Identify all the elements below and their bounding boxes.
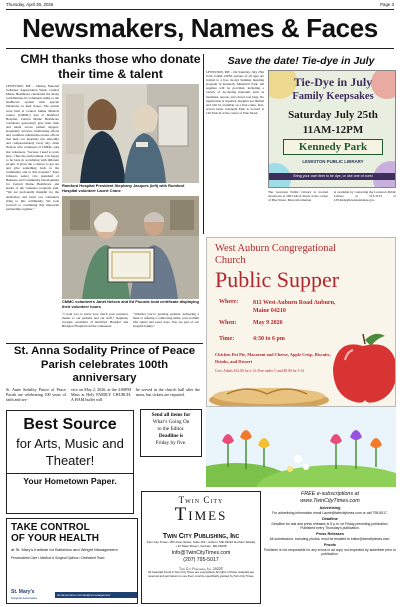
stmarys-logo-sub: Surgical Associates — [11, 596, 38, 600]
tct-logo-top: Twin City — [178, 495, 224, 505]
health-url[interactable]: stmarysmaine.com/weight-management — [55, 592, 137, 598]
tiedye-body-col1: LEWISTON, ME – On Saturday, July 25th from 11AM–12PM, patrons of all ages are invited to a free tie-dye Summer Reading program in Kennedy Memorial Park. All supplies will be provided, including a variety of tie-dyeing materials such as bandanas, aprons, and canvas tote bags. No registration is required. Supplies are limited and will be available on a first-come, first-served basis. Kennedy Park is located at 120 Park St at the corner of Pine Street. — [206, 70, 264, 115]
subscription-info — [264, 491, 396, 604]
poster-date: Saturday July 25th — [288, 109, 378, 121]
tiedye-body-col3: is available by contacting the Lewiston Public Library at 513-3133 or LPLKids@lewistonmaine.gov. — [334, 190, 396, 203]
anna-top-rule — [6, 343, 203, 344]
tiedye-headline: Save the date! Tie-dye in July — [227, 55, 375, 67]
poster-subtitle: Family Keepsakes — [292, 91, 374, 102]
tct-phone: (207) 795-5017 — [183, 557, 219, 563]
issue-date: Thursday, April 30, 2026 — [6, 2, 54, 7]
cmh-body-col1: LEWISTON, ME – During National Volunteer Appreciation Week, Central Maine Healthcare celebrated the many contributions its volunteers make to the healthcare system with special luncheons in their honor. The events were held at Central Maine Medical Center (CMMC) and at Rumford Hospital. Central Maine Healthcare volunteers generously give their time and talent across patient support, hospitality services, fundraising efforts and countless behind-the-scenes efforts that help our hospitals run smoothly and compassionately every day. Janet Nelson, who volunteers at CMMC, said she volunteers, “because I used to work here. I like the environment. I’m happy to be back in socializing with different people. It gives me a chance to get out and give something back to the community and to this hospital.” Kara Johnson, senior vice president of Business and Community Development for Central Maine Healthcare and leader of the volunteer program, said, “We are profoundly thankful for the dedication and heart our volunteers bring to this community. We look forward to continuing this important partnership together.” — [6, 84, 59, 211]
press-text: All submissions, including photos, must be emailed to editor@twincitytimes.com. — [269, 537, 391, 541]
anna-body-col3: be served in the church hall after the mass, but tickets are required. — [136, 387, 200, 397]
apple-illustration — [327, 330, 396, 407]
cmh-body-col2: “I want you to know how much your presence means to our patients and our staff,” Stephany Jacques, president of Rumford Hospital and Bridgton Hospital told the volunteers. — [62, 312, 128, 329]
public-supper-ad — [206, 237, 396, 407]
send-line3: to the Editor. — [157, 426, 185, 432]
masthead-rule — [6, 48, 394, 49]
supper-menu: Chicken Pot Pie, Macaroni and Cheese, Apple Crisp, Biscuits, Drinks, and Dessert — [215, 352, 331, 364]
cmmc-caption: CMMC volunteers Janet Nelson and Ed Plourde hold certificate displaying their volunteer hours — [62, 299, 199, 309]
anna-body-col2: vice on May 2, 2026, at the 4:00PM Mass at Holy FAMILY CHURCH. A HAM buffet will — [71, 387, 131, 402]
stmarys-logo: St. Mary’s — [11, 589, 35, 595]
poster-library: LEWISTON PUBLIC LIBRARY — [302, 159, 364, 164]
deadline-title: Deadline — [322, 517, 338, 521]
health-line4: Personalized Care • Medical & Surgical Options • Dedicated Team — [11, 556, 105, 560]
supper-church: West Auburn Congregational Church — [215, 243, 336, 266]
tct-rights: All materials found in Twin City Times are copyrighted. All rights of those materials are reserved and permission to use them must be specifically granted by Twin City Times. — [147, 570, 255, 578]
health-line1: TAKE CONTROL — [11, 522, 90, 533]
page-number: Page 3 — [380, 2, 394, 7]
sub-title: FREE e-subscriptions at — [300, 491, 360, 497]
health-ad — [6, 518, 138, 604]
poster-title: Tie-Dye in July — [293, 75, 373, 89]
supper-time-label: Time: — [219, 336, 235, 342]
supper-title: Public Supper — [215, 267, 340, 292]
column-divider — [203, 54, 204, 234]
send-line2: What’s Going On — [152, 419, 190, 425]
tct-address: Twin City Times • 88 Union Street, Suite 101 • Auburn, ME 04210 Gorham Weekly • 33 State Street • Gorham, ME 04038 — [146, 540, 256, 548]
supper-where: 811 West Auburn Road Auburn, Maine 04210 — [253, 300, 336, 314]
sub-url[interactable]: www.TwinCityTimes.com — [300, 497, 360, 504]
tiedye-poster — [268, 70, 396, 188]
masthead-title: Newsmakers, Names & Faces — [22, 13, 378, 43]
tct-copyright: Twin City Publishing, Inc. 2022© — [178, 567, 224, 571]
poster-note: Bring your own item to tie dye, or use one of ours! — [269, 173, 396, 180]
supper-time: 4:30 to 6 pm — [253, 336, 285, 342]
spring-tulips-art — [206, 407, 396, 487]
send-line1: Send all items for — [151, 412, 191, 418]
tct-publisher: Twin City Publishing, Inc — [162, 531, 240, 540]
pie-illustration — [207, 380, 332, 407]
anna-headline: St. Anna Sodality Prince of Peace Parish celebrates 100th anniversary — [13, 345, 196, 384]
poster-place: Kennedy Park — [283, 139, 383, 155]
anna-body-col1: St. Anne Sodality Prince of Peace Parish are celebrating 100 years of faith and ser- — [6, 387, 66, 402]
supper-where-label: Where: — [219, 299, 239, 305]
health-line3: at St. Mary’s Institute for Bariatrics and Weight Management — [11, 547, 118, 552]
cmmc-photo — [62, 196, 199, 299]
press-title: Press Releases — [316, 532, 344, 537]
supper-when: May 9 2026 — [253, 320, 283, 326]
cmh-headline: CMH thanks those who donate their time & talent — [20, 52, 201, 81]
rumford-photo — [62, 84, 199, 183]
tiedye-body-col2: The Lewiston Public Library is located downtown at 200 Lisbon Street at the corner of Pine Street. More information — [268, 190, 328, 203]
health-line2: OF YOUR HEALTH — [11, 533, 99, 544]
send-line5: Friday by five. — [155, 440, 187, 446]
send-items-box — [140, 409, 202, 457]
best-source-line3: Your Hometown Paper. — [7, 473, 133, 488]
cmh-body-col3: “Whether you’re greeting patients, delivering a meal or offering a comforting smile, your warmth lifts spirits and eases days. You are part of our hospital family.” — [133, 312, 199, 329]
best-source-ad — [6, 410, 134, 514]
deadline-text: Deadline for ads and press releases is 5 p.m. on Friday preceding publication. Published every Thursday’s publication. — [271, 521, 389, 530]
header-rule — [6, 9, 394, 10]
tct-logo-bottom: Times — [174, 504, 228, 525]
supper-when-label: When: — [219, 320, 237, 326]
best-source-line2: for Arts, Music and Theater! — [16, 436, 124, 468]
poster-time: 11AM-12PM — [302, 124, 364, 136]
proofs-title: Proofs — [323, 543, 337, 548]
best-source-line1: Best Source — [23, 416, 117, 433]
send-line4: Deadline is — [158, 433, 184, 439]
adv-title: Advertising — [319, 506, 341, 510]
adv-text: For advertising information email Laurie@twincitytimes.com or call 795-5017. — [272, 510, 388, 515]
proofs-text: Publisher is not responsible for any errors in ad copy not inspected by advertiser prior to publication. — [264, 548, 396, 557]
tct-email[interactable]: Info@TwinCityTimes.com — [171, 550, 231, 556]
rumford-caption: Rumford Hospital President Stephany Jacques (left) with Rumford Hospital volunteer Laurie Crane — [62, 183, 185, 193]
supper-cost: Cost: Adults $12.00 for a 14, Free under 5, and $5.00 for 5-12 — [215, 369, 305, 373]
tct-info-box — [141, 491, 261, 604]
